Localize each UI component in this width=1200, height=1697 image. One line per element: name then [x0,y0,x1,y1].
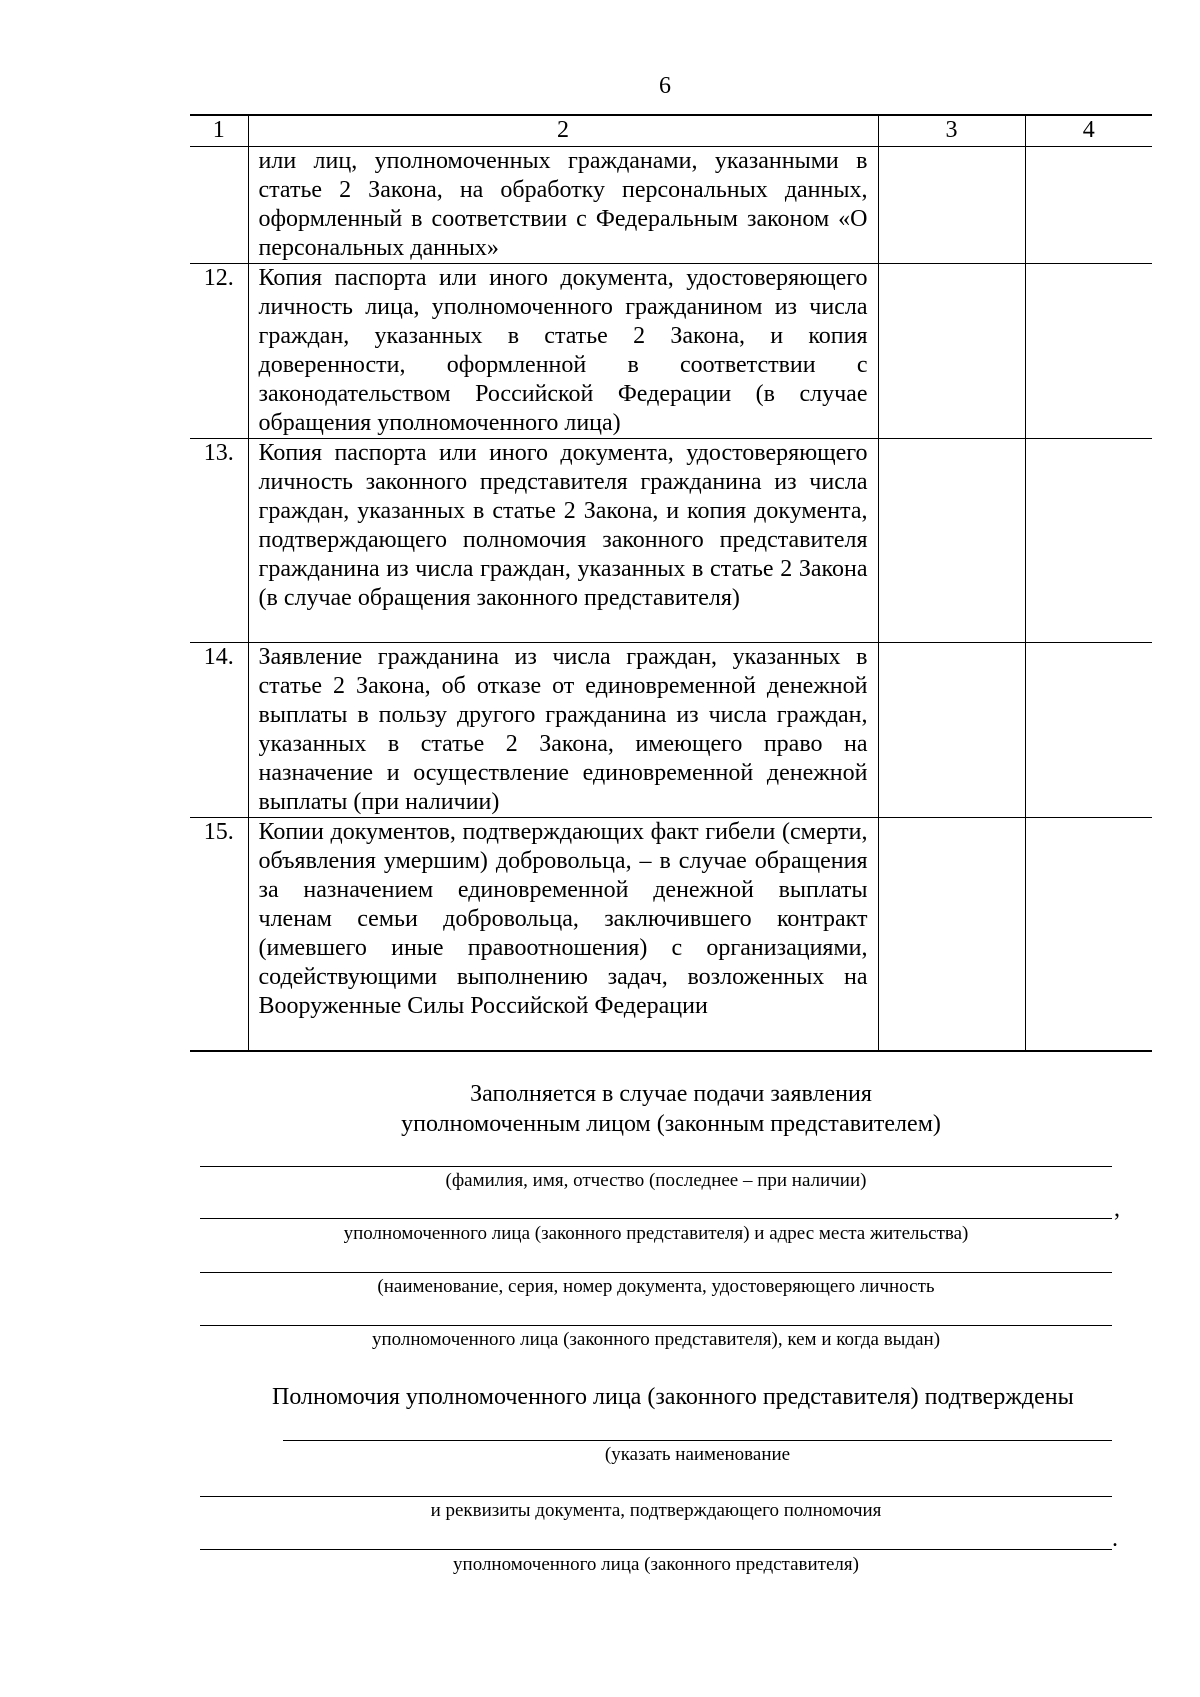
row-col4 [1025,439,1152,643]
table-row [190,643,1152,818]
row-col4 [1025,147,1152,264]
row-col3 [878,818,1025,1051]
document-caption: (наименование, серия, номер документа, удостоверяющего личность [377,1276,935,1297]
row-number: 13. [190,439,248,643]
table-row [190,264,1152,439]
representative-input-line[interactable] [200,1549,1112,1550]
row-description: Копия паспорта или иного документа, удостоверяющего личность лица, уполномоченного гражданином из числа граждан, указанных в статье 2 Закона, и копия доверенности, оформленной в соответствии с законодательством Российской Федерации (в случае обращения уполномоченного лица) [248,264,878,439]
row-number: 14. [190,643,248,818]
closing-period: . [1112,1526,1118,1552]
table-header-row [190,115,1152,147]
representative-section-heading [190,1079,1152,1139]
table-row [190,147,1152,264]
row-number [190,147,248,264]
row-col3 [878,264,1025,439]
page-number: 6 [659,73,671,99]
document-input-line[interactable] [200,1272,1112,1273]
row-col3 [878,643,1025,818]
row-description: или лиц, уполномоченных гражданами, указанными в статье 2 Закона, на обработку персональных данных, оформленный в соответствии с Федеральным законом «О персональных данных» [248,147,878,264]
column-header-4: 4 [1025,115,1152,147]
specify-caption: (указать наименование [604,1444,791,1465]
details-caption: и реквизиты документа, подтверждающего полномочия [430,1500,882,1521]
authority-text-start: Полномочия уполномоченного лица (законного представителя) подтверждены [272,1384,1074,1410]
issued-input-line[interactable] [200,1325,1112,1326]
heading-line-2: уполномоченным лицом (законным представителем) [401,1111,941,1137]
table-row [190,439,1152,643]
name-caption: (фамилия, имя, отчество (последнее – при наличии) [445,1170,867,1191]
address-input-line[interactable] [200,1218,1112,1219]
row-description: Заявление гражданина из числа граждан, указанных в статье 2 Закона, об отказе от единовременной денежной выплаты в пользу другого гражданина из числа граждан, указанных в статье 2 Закона, имеющего право на назначение и осуществление единовременной денежной выплаты (при наличии) [248,643,878,818]
column-header-2: 2 [248,115,878,147]
row-number: 15. [190,818,248,1051]
address-caption: уполномоченного лица (законного представителя) и адрес места жительства) [343,1223,969,1244]
row-description: Копии документов, подтверждающих факт гибели (смерти, объявления умершим) добровольца, – в случае обращения за назначением единовременной денежной выплаты членам семьи добровольца, заключившего контракт (имевшего иные правоотношения) с организациями, содействующими выполнению задач, возложенных на Вооруженные Силы Российской Федерации [248,818,878,1051]
details-input-line[interactable] [200,1496,1112,1497]
row-col3 [878,147,1025,264]
name-input-line[interactable] [200,1166,1112,1167]
row-number: 12. [190,264,248,439]
row-description: Копия паспорта или иного документа, удостоверяющего личность законного представителя гражданина из числа граждан, указанных в статье 2 Закона, и копия документа, подтверждающего полномочия законного представителя гражданина из числа граждан, указанных в статье 2 Закона (в случае обращения законного представителя) [248,439,878,643]
heading-line-1: Заполняется в случае подачи заявления [470,1081,872,1107]
authority-input-line[interactable] [283,1440,1112,1441]
documents-table [190,114,1152,1052]
row-col4 [1025,643,1152,818]
issued-caption: уполномоченного лица (законного представителя), кем и когда выдан) [371,1329,941,1350]
representative-caption: уполномоченного лица (законного представителя) [453,1554,859,1575]
row-col4 [1025,264,1152,439]
authority-paragraph [200,1382,1120,1412]
row-col3 [878,439,1025,643]
table-row [190,818,1152,1051]
column-header-1: 1 [190,115,248,147]
column-header-3: 3 [878,115,1025,147]
address-comma: , [1114,1196,1120,1222]
row-col4 [1025,818,1152,1051]
